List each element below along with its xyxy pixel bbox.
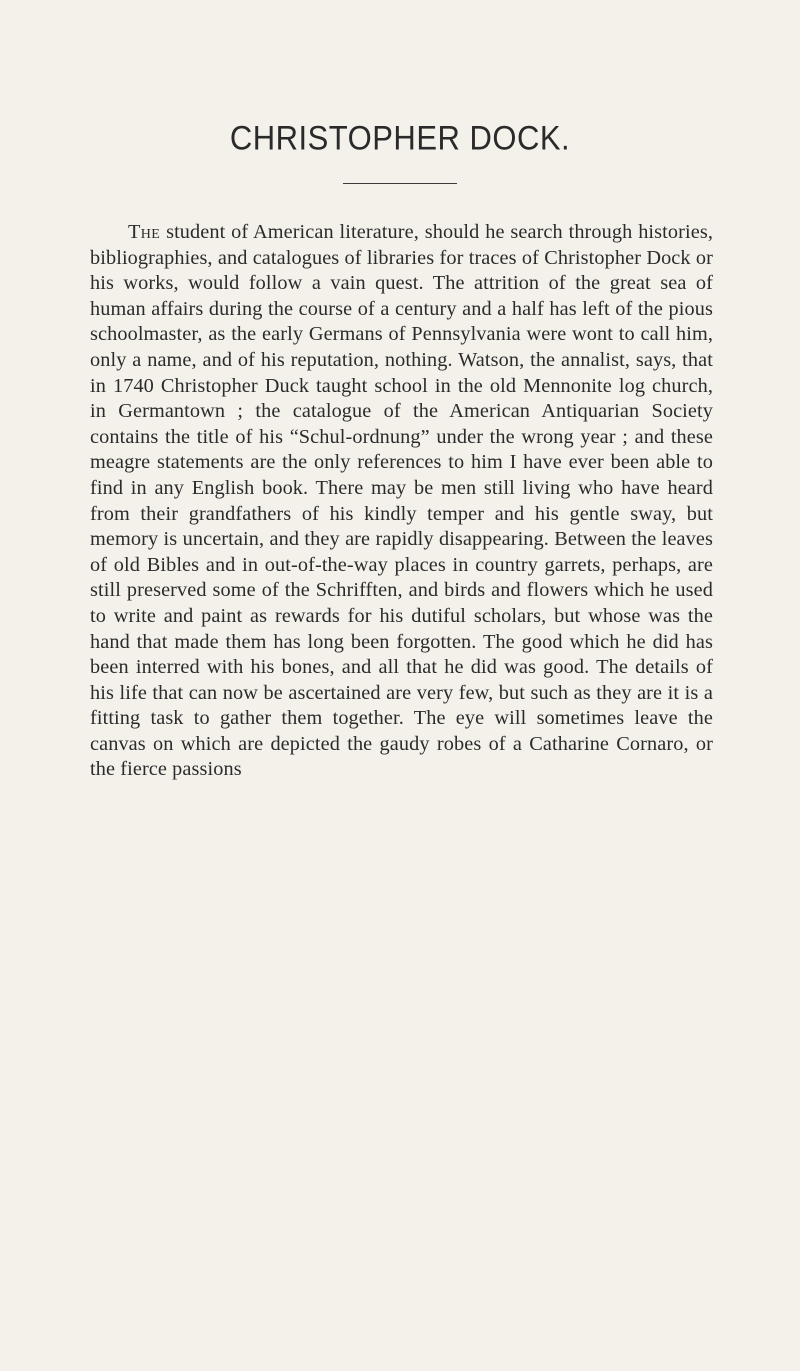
title-divider [343, 183, 457, 184]
lead-word: The [128, 221, 161, 243]
chapter-title: CHRISTOPHER DOCK. [229, 118, 571, 158]
paragraph-text: student of American literature, should he search through histories, bibliographies, and catalogues of libraries for traces of Christopher Dock or his works, would follow a vain quest. The attrition of the great sea of human affairs during the course of a century and a half has left of the pious schoolmaster, as the early Germans of Pennsylvania were wont to call him, only a name, and of his reputation, nothing. Watson, the annalist, says, that in 1740 Christopher Duck taught school in the old Mennonite log church, in Germantown ; the catalogue of the American Antiquarian Society contains the title of his “Schul-ordnung” under the wrong year ; and these meagre statements are the only references to him I have ever been able to find in any English book. There may be men still living who have heard from their grandfathers of his kindly temper and his gentle sway, but memory is uncertain, and they are rapidly disappearing. Between the leaves of old Bibles and in out-of-the-way places in country garrets, perhaps, are still preserved some of the Schrifften, and birds and flowers which he used to write and paint as rewards for his dutiful scholars, but whose was the hand that made them has long been forgotten. The good which he did has been interred with his bones, and all that he did was good. The details of his life that can now be ascertained are very few, but such as they are it is a fitting task to gather them together. The eye will sometimes leave the canvas on which are depicted the gaudy robes of a Catharine Cornaro, or the fierce passions [90, 221, 713, 781]
body-paragraph [90, 220, 713, 783]
